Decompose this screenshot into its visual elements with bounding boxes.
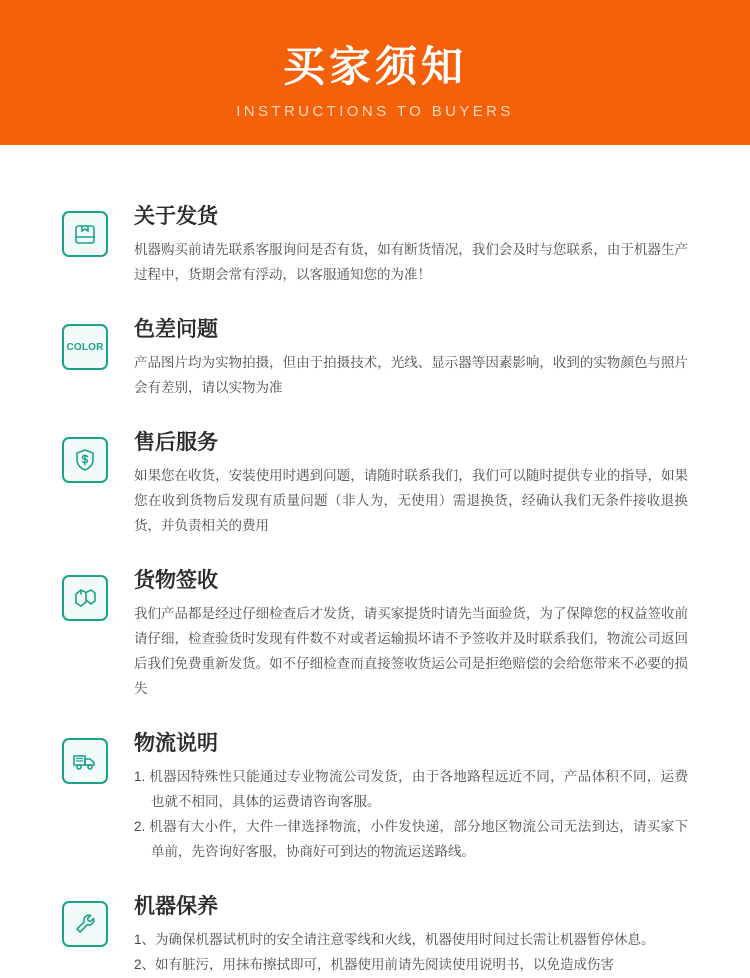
list-item (62, 205, 688, 288)
dollar-shield-icon (62, 437, 108, 483)
list-item-body (134, 431, 688, 539)
list-item (62, 732, 688, 865)
carton-sign-icon (62, 575, 108, 621)
list-item (62, 569, 688, 702)
list-item-bullet: 2、如有脏污，用抹布擦拭即可，机器使用前请先阅读使用说明书，以免造成伤害 (134, 957, 615, 973)
list-item-title: 关于发货 (134, 205, 218, 228)
list-item-bullet: 2. 机器有大小件，大件一律选择物流，小件发快递，部分地区物流公司无法到达，请买家下单前，先咨询好客服，协商好可到达的物流运送路线。 (134, 819, 688, 860)
list-item (62, 895, 688, 978)
list-item-title: 机器保养 (134, 895, 218, 918)
list-item-body (134, 205, 688, 288)
instructions-list (0, 145, 750, 978)
list-item-text: 如果您在收货，安装使用时遇到问题，请随时联系我们，我们可以随时提供专业的指导，如果您在收到货物后发现有质量问题（非人为，无使用）需退换货，经确认我们无条件接收退换货，并负责相关的费用 (134, 468, 688, 534)
list-item-body (134, 895, 688, 978)
list-item-body (134, 732, 688, 865)
list-item-title: 货物签收 (134, 569, 218, 593)
page-header (0, 0, 750, 145)
list-item (62, 318, 688, 401)
list-item-title: 色差问题 (134, 318, 218, 342)
list-item-bullets (134, 928, 688, 978)
color-swatch-label: COLOR (66, 341, 104, 353)
list-item-bullet: 1、为确保机器试机时的安全请注意零线和火线，机器使用时间过长需让机器暂停休息。 (134, 932, 655, 948)
color-swatch-icon (62, 324, 108, 370)
list-item-body (134, 569, 688, 702)
list-item-body (134, 318, 688, 401)
list-item-text: 机器购买前请先联系客服询问是否有货，如有断货情况，我们会及时与您联系，由于机器生产过程中，货期会常有浮动，以客服通知您的为准！ (134, 242, 688, 283)
wrench-icon (62, 901, 108, 947)
list-item-title: 物流说明 (134, 732, 218, 756)
page-subtitle: INSTRUCTIONS TO BUYERS (236, 103, 514, 121)
page-title: 买家须知 (282, 42, 467, 90)
list-item-text: 产品图片均为实物拍摄，但由于拍摄技术，光线、显示器等因素影响，收到的实物颜色与照片会有差别，请以实物为准 (134, 355, 688, 396)
list-item-text: 我们产品都是经过仔细检查后才发货，请买家提货时请先当面验货，为了保障您的权益签收前请仔细，检查验货时发现有件数不对或者运输损坏请不予签收并及时联系我们，物流公司返回后我们免费重新发货。如不仔细检查而直接签收货运公司是拒绝赔偿的会给您带来不必要的损失 (134, 606, 688, 697)
list-item-bullets (134, 765, 688, 865)
list-item-bullet: 1. 机器因特殊性只能通过专业物流公司发货，由于各地路程远近不同，产品体积不同，运费也就不相同，具体的运费请咨询客服。 (134, 769, 688, 810)
list-item (62, 431, 688, 539)
package-box-icon (62, 211, 108, 257)
delivery-truck-icon (62, 738, 108, 784)
list-item-title: 售后服务 (134, 431, 218, 455)
